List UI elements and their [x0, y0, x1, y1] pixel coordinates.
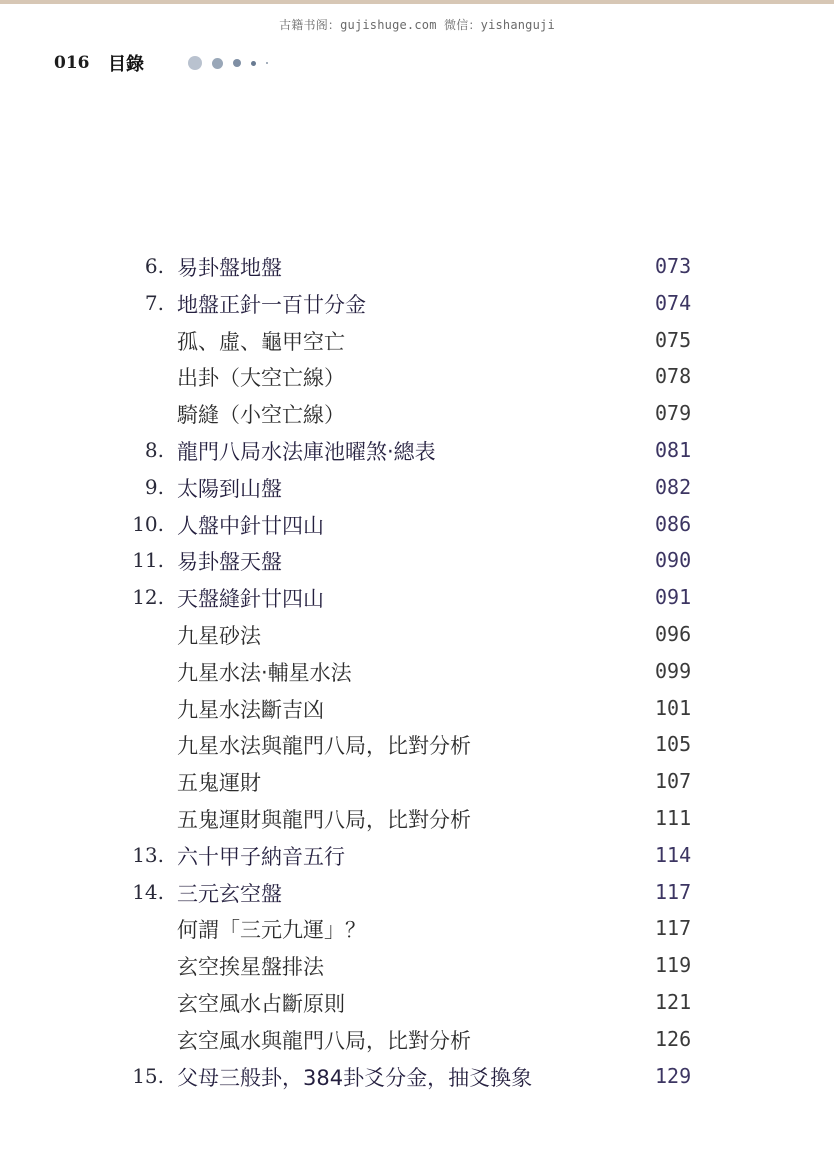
toc-entry-title: 地盤正針一百廿分金	[177, 292, 366, 317]
toc-entry-title: 三元玄空盤	[177, 881, 282, 906]
toc-entry-number: 11.	[132, 548, 164, 573]
toc-entry-title: 人盤中針廿四山	[177, 513, 324, 538]
toc-entry-title: 龍門八局水法庫池曜煞‧總表	[177, 440, 436, 464]
dot-icon	[212, 58, 223, 69]
toc-entry-title: 九星水法斷吉凶	[177, 697, 324, 722]
toc-entry-page: 121	[655, 990, 692, 1014]
toc-entry[interactable]	[0, 692, 834, 728]
toc-entry-title: 五鬼運財與龍門八局，比對分析	[177, 808, 471, 832]
toc-entry[interactable]	[0, 544, 834, 580]
toc-entry[interactable]	[0, 986, 834, 1022]
toc-entry-number: 12.	[132, 585, 164, 610]
toc-entry[interactable]	[0, 876, 834, 912]
section-title: 目錄	[108, 54, 144, 75]
toc-entry-page: 096	[655, 622, 692, 646]
toc-entry-page: 105	[655, 732, 692, 757]
toc-entry[interactable]	[0, 508, 834, 544]
toc-entry[interactable]	[0, 1023, 834, 1059]
watermark: 古籍书阁：gujishuge.com 微信：yishanguji	[279, 18, 555, 32]
toc-entry-page: 091	[655, 585, 692, 610]
toc-entry[interactable]	[0, 655, 834, 691]
toc-entry-title: 九星砂法	[177, 624, 261, 648]
toc-entry-page: 099	[655, 658, 692, 683]
toc-entry-number: 15.	[132, 1063, 164, 1088]
toc-entry[interactable]	[0, 581, 834, 617]
toc-entry-number: 6.	[144, 254, 164, 278]
dot-icon	[233, 59, 241, 67]
toc-entry-title: 太陽到山盤	[177, 476, 282, 501]
toc-entry-title: 玄空風水與龍門八局，比對分析	[177, 1028, 471, 1053]
toc-entry[interactable]	[0, 949, 834, 985]
toc-entry-title: 五鬼運財	[177, 771, 261, 796]
toc-entry-number: 10.	[132, 511, 164, 536]
toc-entry-number: 14.	[132, 879, 164, 904]
toc-entry[interactable]	[0, 434, 834, 470]
toc-entry-page: 074	[655, 290, 692, 315]
toc-entry-page: 117	[655, 916, 692, 941]
toc-entry[interactable]	[0, 912, 834, 948]
toc-entry[interactable]	[0, 802, 834, 838]
toc-entry-title: 何謂「三元九運」？	[177, 918, 366, 943]
page-header	[54, 52, 278, 74]
toc-entry-title: 九星水法‧輔星水法	[177, 660, 352, 685]
toc-entry-page: 082	[655, 474, 692, 499]
toc-entry-page: 111	[655, 806, 692, 830]
toc-entry[interactable]	[0, 1060, 834, 1096]
top-rule	[0, 0, 834, 4]
toc-entry[interactable]	[0, 397, 834, 433]
toc-entry-page: 107	[655, 769, 692, 794]
toc-entry-title: 天盤縫針廿四山	[177, 587, 324, 612]
toc-entry[interactable]	[0, 471, 834, 507]
toc-entry-page: 117	[655, 879, 692, 904]
dot-icon	[266, 62, 268, 64]
toc-entry-page: 090	[655, 548, 692, 573]
toc-entry-title: 孤、虛、龜甲空亡	[177, 329, 345, 354]
toc-entry[interactable]	[0, 324, 834, 360]
toc-entry[interactable]	[0, 618, 834, 654]
toc-entry-page: 075	[655, 327, 692, 352]
toc-entry-number: 8.	[144, 438, 164, 462]
dot-icon	[188, 56, 202, 70]
toc-entry-page: 129	[655, 1063, 692, 1088]
toc-entry[interactable]	[0, 728, 834, 764]
toc-entry-page: 081	[655, 438, 692, 462]
toc-entry-title: 易卦盤天盤	[177, 550, 282, 575]
toc-entry-page: 119	[655, 953, 692, 978]
toc-entry-page: 101	[655, 695, 692, 720]
toc-entry-title: 出卦（大空亡線）	[177, 366, 345, 391]
toc-entry[interactable]	[0, 250, 834, 286]
toc-entry-number: 13.	[132, 842, 164, 867]
toc-entry-page: 078	[655, 364, 692, 389]
toc-entry-number: 9.	[144, 474, 164, 499]
decorative-dots	[188, 56, 278, 70]
toc-entry[interactable]	[0, 360, 834, 396]
toc-entry-title: 騎縫（小空亡線）	[177, 403, 345, 428]
toc-entry[interactable]	[0, 839, 834, 875]
toc-entry-page: 086	[655, 511, 692, 536]
toc-entry[interactable]	[0, 765, 834, 801]
toc-entry-title: 玄空風水占斷原則	[177, 992, 345, 1016]
toc-entry[interactable]	[0, 287, 834, 323]
toc-entry-page: 126	[655, 1026, 692, 1051]
dot-icon	[251, 61, 256, 66]
toc-entry-title: 易卦盤地盤	[177, 256, 282, 280]
toc-entry-number: 7.	[144, 290, 164, 315]
toc-entry-title: 九星水法與龍門八局，比對分析	[177, 734, 471, 759]
toc-entry-title: 六十甲子納音五行	[177, 844, 345, 869]
toc-entry-page: 073	[655, 254, 692, 278]
toc-entry-page: 114	[655, 842, 692, 867]
toc-entry-title: 玄空挨星盤排法	[177, 955, 324, 980]
toc-entry-title: 父母三般卦，384卦爻分金，抽爻換象	[177, 1065, 533, 1090]
page-number: 016	[54, 53, 90, 73]
toc-entry-page: 079	[655, 401, 692, 426]
